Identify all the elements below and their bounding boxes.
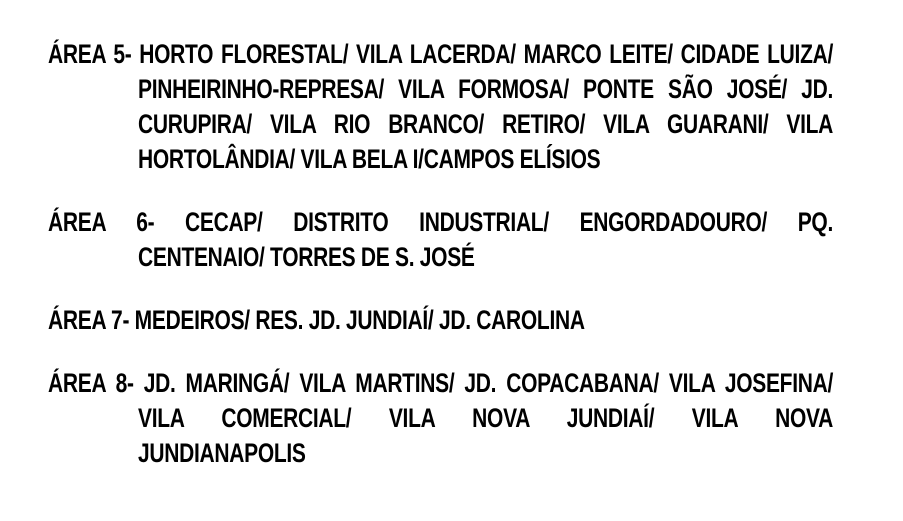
text-line: HORTOLÂNDIA/ VILA BELA I/CAMPOS ELÍSIOS — [138, 144, 601, 175]
text-line: CENTENAIO/ TORRES DE S. JOSÉ — [138, 242, 475, 273]
area-neighborhood-list — [48, 37, 833, 499]
paragraph-area-7 — [48, 303, 833, 338]
text-line: PINHEIRINHO-REPRESA/ VILA FORMOSA/ PONTE SÃO JOSÉ/ JD. — [138, 74, 833, 105]
text-line: ÁREA 6- CECAP/ DISTRITO INDUSTRIAL/ ENGORDADOURO/ PQ. — [48, 207, 833, 238]
text-line: ÁREA 8- JD. MARINGÁ/ VILA MARTINS/ JD. COPACABANA/ VILA JOSEFINA/ — [48, 368, 833, 399]
text-line: VILA COMERCIAL/ VILA NOVA JUNDIAÍ/ VILA NOVA — [138, 403, 833, 434]
paragraph-area-6 — [48, 205, 833, 275]
text-line: ÁREA 7- MEDEIROS/ RES. JD. JUNDIAÍ/ JD. CAROLINA — [48, 305, 585, 336]
text-line: CURUPIRA/ VILA RIO BRANCO/ RETIRO/ VILA GUARANI/ VILA — [138, 109, 833, 140]
text-line: ÁREA 5- HORTO FLORESTAL/ VILA LACERDA/ MARCO LEITE/ CIDADE LUIZA/ — [48, 39, 833, 70]
text-line: JUNDIANAPOLIS — [138, 438, 306, 469]
paragraph-area-8 — [48, 366, 833, 471]
paragraph-area-5 — [48, 37, 833, 177]
